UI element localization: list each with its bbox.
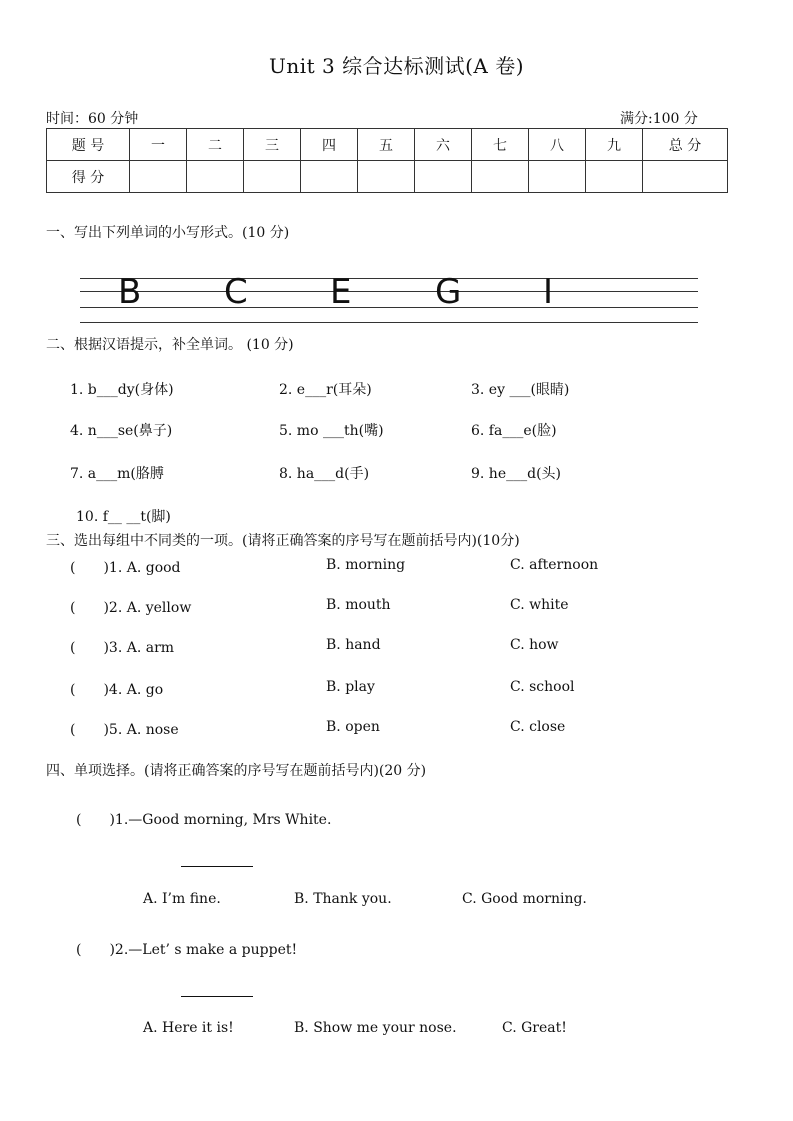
score-header-cell: 六 — [415, 129, 472, 161]
odd-one-out-item: ( )4. A. go — [70, 682, 164, 698]
section4-heading: 四、单项选择。(请将正确答案的序号写在题前括号内)(20 分) — [46, 763, 427, 779]
score-table-score-row — [47, 161, 728, 193]
fill-word-item: 7. a___m(胳膊 — [70, 466, 164, 482]
handwriting-lines[interactable] — [80, 278, 698, 324]
writing-line — [80, 291, 698, 292]
score-input-cell[interactable] — [586, 161, 643, 193]
fill-word-item: 6. fa___e(脸) — [471, 423, 557, 439]
option-c: C. how — [510, 637, 559, 653]
score-input-cell[interactable] — [529, 161, 586, 193]
fill-word-item: 9. he___d(头) — [471, 466, 561, 482]
score-input-cell[interactable] — [415, 161, 472, 193]
choice-option-c: C. Good morning. — [462, 891, 587, 907]
uppercase-letter: C — [224, 272, 248, 312]
uppercase-letter: I — [543, 272, 554, 312]
score-table-header-row — [47, 129, 728, 161]
choice-option-b: B. Thank you. — [294, 891, 392, 907]
uppercase-letter: E — [330, 272, 352, 312]
fill-word-item: 8. ha___d(手) — [279, 466, 370, 482]
score-table — [46, 128, 728, 193]
answer-blank[interactable] — [181, 852, 253, 871]
fill-word-item: 1. b___dy(身体) — [70, 382, 174, 398]
score-header-cell: 五 — [358, 129, 415, 161]
fill-word-item: 2. e___r(耳朵) — [279, 382, 372, 398]
uppercase-letter: B — [118, 272, 142, 312]
option-b: B. hand — [326, 637, 381, 653]
writing-line — [80, 278, 698, 279]
writing-line — [80, 307, 698, 308]
option-c: C. school — [510, 679, 575, 695]
score-input-cell[interactable] — [301, 161, 358, 193]
score-header-cell: 题 号 — [47, 129, 130, 161]
fill-word-item: 4. n___se(鼻子) — [70, 423, 173, 439]
choice-option-c: C. Great! — [502, 1020, 567, 1036]
choice-option-b: B. Show me your nose. — [294, 1020, 457, 1036]
score-header-cell: 二 — [187, 129, 244, 161]
full-score-label: 满分:100 分 — [620, 111, 698, 127]
score-header-cell: 三 — [244, 129, 301, 161]
option-c: C. close — [510, 719, 566, 735]
score-input-cell[interactable] — [244, 161, 301, 193]
choice-option-a: A. Here it is! — [143, 1020, 234, 1036]
score-header-cell: 八 — [529, 129, 586, 161]
fill-word-item: 3. ey ___(眼睛) — [471, 382, 570, 398]
choice-option-a: A. I’m fine. — [143, 891, 221, 907]
writing-line — [80, 322, 698, 323]
option-c: C. afternoon — [510, 557, 599, 573]
score-header-cell: 一 — [130, 129, 187, 161]
page-title: Unit 3 综合达标测试(A 卷) — [268, 54, 524, 78]
fill-word-item: 5. mo ___th(嘴) — [279, 423, 384, 439]
answer-blank[interactable] — [181, 982, 253, 1001]
option-b: B. mouth — [326, 597, 391, 613]
score-header-cell: 七 — [472, 129, 529, 161]
option-b: B. open — [326, 719, 380, 735]
choice-question: ( )2.—Let’ s make a puppet! — [76, 942, 298, 958]
time-label: 时间：60 分钟 — [46, 111, 139, 127]
odd-one-out-item: ( )1. A. good — [70, 560, 181, 576]
odd-one-out-item: ( )2. A. yellow — [70, 600, 192, 616]
score-row-label: 得 分 — [47, 161, 130, 193]
score-input-cell[interactable] — [187, 161, 244, 193]
option-b: B. morning — [326, 557, 406, 573]
odd-one-out-item: ( )5. A. nose — [70, 722, 179, 738]
choice-question: ( )1.—Good morning, Mrs White. — [76, 812, 332, 828]
score-input-cell[interactable] — [643, 161, 728, 193]
score-input-cell[interactable] — [130, 161, 187, 193]
score-input-cell[interactable] — [358, 161, 415, 193]
option-c: C. white — [510, 597, 569, 613]
option-b: B. play — [326, 679, 375, 695]
score-header-cell: 总 分 — [643, 129, 728, 161]
score-header-cell: 四 — [301, 129, 358, 161]
section3-heading: 三、选出每组中不同类的一项。(请将正确答案的序号写在题前括号内)(10分) — [46, 533, 520, 549]
section2-heading: 二、根据汉语提示，补全单词。 (10 分) — [46, 337, 294, 353]
uppercase-letter: G — [435, 272, 462, 312]
score-input-cell[interactable] — [472, 161, 529, 193]
score-header-cell: 九 — [586, 129, 643, 161]
fill-word-item: 10. f__ __t(脚) — [76, 509, 171, 525]
section1-heading: 一、写出下列单词的小写形式。(10 分) — [46, 225, 290, 241]
odd-one-out-item: ( )3. A. arm — [70, 640, 175, 656]
